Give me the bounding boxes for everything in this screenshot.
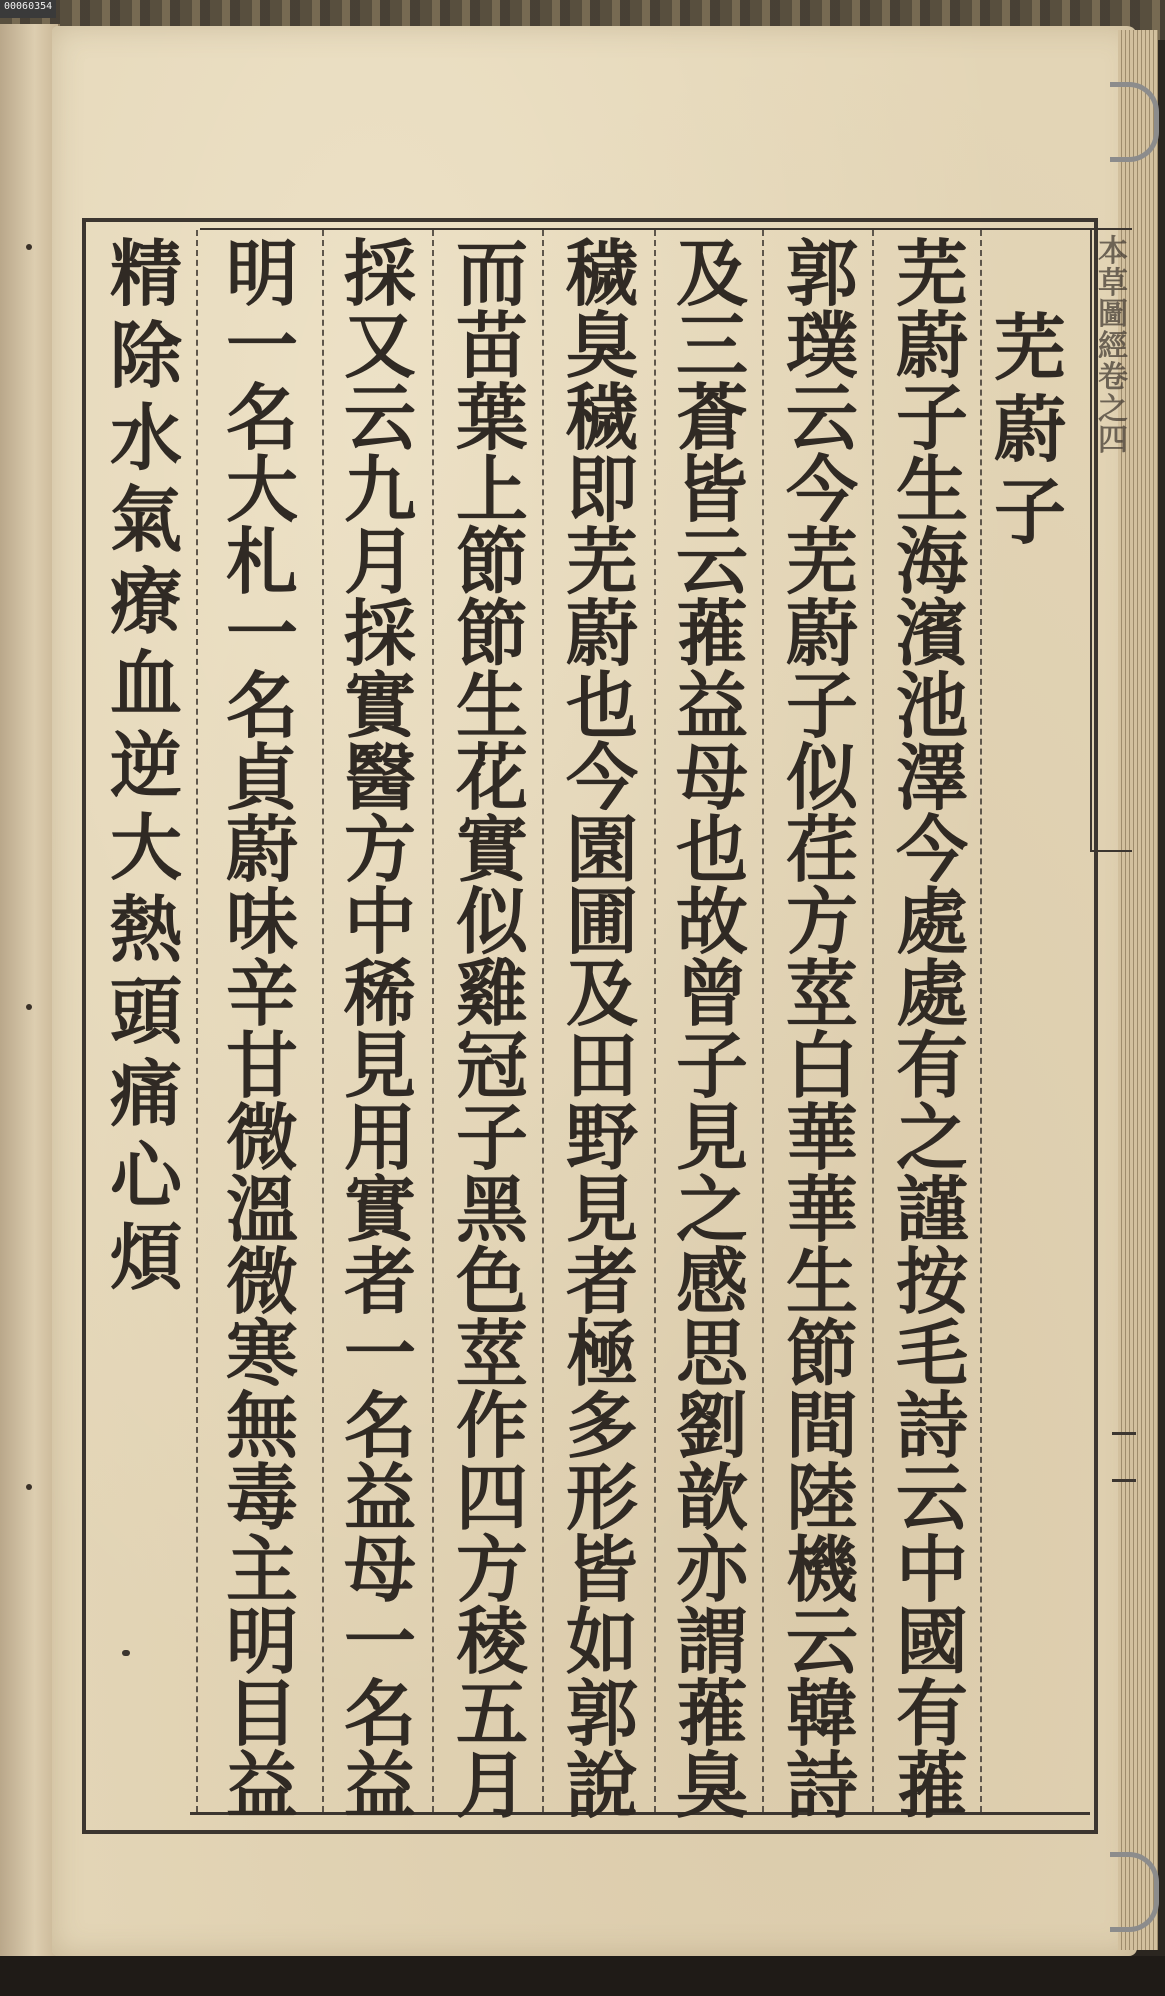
text-char: 者 [565,1239,638,1324]
text-char: 按 [895,1239,968,1324]
text-char: 云 [895,1455,968,1540]
text-char: 說 [565,1743,638,1828]
text-char: 煩 [109,1215,182,1300]
text-char: 璞 [785,303,858,388]
bottom-background [0,1956,1165,1996]
text-char: 陸 [785,1455,858,1540]
text-char: 華 [785,1167,858,1252]
text-char: 微 [225,1239,298,1324]
text-char: 節 [455,519,528,604]
text-char: 感 [675,1239,748,1324]
entry-heading [980,290,1080,554]
text-char: 頭 [109,969,182,1054]
text-char: 白 [785,1023,858,1108]
text-char: 臭 [565,303,638,388]
text-char: 名 [225,375,298,460]
text-char: 逆 [109,723,182,808]
text-char: 子 [455,1095,528,1180]
margin-title-char: 四 [1098,423,1128,458]
text-char: 見 [565,1167,638,1252]
text-char: 月 [455,1743,528,1828]
text-char: 蔚 [565,591,638,676]
margin-title [1096,236,1130,457]
text-char: 味 [225,879,298,964]
binding-hole-icon [26,244,32,250]
text-char: 田 [565,1023,638,1108]
text-char: 溫 [225,1167,298,1252]
text-char: 毛 [895,1311,968,1396]
margin-title-char: 經 [1098,328,1128,364]
text-char: 生 [455,663,528,748]
text-char: 除 [109,313,182,398]
text-char: 韓 [785,1671,858,1756]
text-char: 華 [785,1095,858,1180]
text-char: 澤 [895,735,968,820]
text-char: 醫 [343,735,416,820]
text-char: 機 [785,1527,858,1612]
column-divider [542,230,544,1812]
text-char: 見 [343,1023,416,1108]
text-char: 名 [225,663,298,748]
text-char: 謂 [675,1599,748,1684]
text-char: 明 [225,1599,298,1684]
heading-char: 芜 [993,305,1066,390]
text-char: 生 [895,447,968,532]
text-char: 濱 [895,591,968,676]
text-char: 上 [455,447,528,532]
text-char: 五 [455,1671,528,1756]
text-char: 臭 [675,1743,748,1828]
column-divider [322,230,324,1812]
text-char: 月 [343,519,416,604]
text-char: 蓷 [895,1743,968,1828]
text-char: 處 [895,951,968,1036]
text-char: 芜 [565,519,638,604]
text-char: 穢 [565,375,638,460]
text-char: 節 [455,591,528,676]
text-char: 荏 [785,807,858,892]
text-char: 母 [343,1527,416,1612]
text-char: 雞 [455,951,528,1036]
text-char: 劉 [675,1383,748,1468]
text-column-7 [214,231,310,1828]
text-char: 如 [565,1599,638,1684]
text-char: 今 [785,447,858,532]
text-char: 益 [675,663,748,748]
text-char: 水 [109,395,182,480]
text-char: 云 [785,375,858,460]
text-char: 亦 [675,1527,748,1612]
text-char: 益 [343,1455,416,1540]
text-char: 療 [109,559,182,644]
text-char: 方 [785,879,858,964]
text-char: 及 [675,231,748,316]
text-char: 葉 [455,375,528,460]
text-char: 甘 [225,1023,298,1108]
text-char: 色 [455,1239,528,1324]
ink-mark [122,1650,130,1656]
text-char: 國 [895,1599,968,1684]
text-char: 曾 [675,951,748,1036]
text-char: 及 [565,951,638,1036]
margin-title-char: 之 [1098,391,1128,427]
text-char: 芜 [785,519,858,604]
text-char: 芜 [895,231,968,316]
text-char: 札 [225,519,298,604]
text-char: 今 [565,735,638,820]
text-char: 處 [895,879,968,964]
text-char: 云 [675,519,748,604]
text-char: 寒 [225,1311,298,1396]
text-char: 之 [675,1167,748,1252]
text-char: 苗 [455,303,528,388]
text-char: 冠 [455,1023,528,1108]
margin-title-char: 本 [1098,234,1128,269]
text-char: 中 [895,1527,968,1612]
text-char: 即 [565,447,638,532]
text-char: 九 [343,447,416,532]
text-char: 熱 [109,887,182,972]
text-char: 歆 [675,1455,748,1540]
text-column-8 [98,231,194,1808]
binding-hole-icon [26,1004,32,1010]
text-char: 郭 [785,231,858,316]
text-char: 也 [565,663,638,748]
text-char: 子 [785,663,858,748]
text-column-1 [884,231,980,1828]
text-char: 明 [225,231,298,316]
text-char: 圃 [565,879,638,964]
clip-icon [1110,1852,1159,1932]
text-column-4 [554,231,650,1828]
text-char: 辛 [225,951,298,1036]
text-char: 今 [895,807,968,892]
text-char: 中 [343,879,416,964]
text-char: 一 [343,1311,416,1396]
text-char: 母 [675,735,748,820]
text-char: 實 [343,1167,416,1252]
text-char: 云 [343,375,416,460]
text-char: 蔚 [895,303,968,388]
text-char: 蒼 [675,375,748,460]
heading-char: 蔚 [993,387,1066,472]
column-divider [654,230,656,1812]
text-char: 名 [343,1383,416,1468]
text-char: 故 [675,879,748,964]
text-char: 詩 [785,1743,858,1828]
text-char: 黑 [455,1167,528,1252]
text-char: 謹 [895,1167,968,1252]
text-column-2 [774,231,870,1828]
frame-inner-top-rule [200,228,1090,230]
text-char: 方 [343,807,416,892]
text-char: 實 [343,663,416,748]
text-char: 名 [343,1671,416,1756]
clip-icon [1110,82,1159,162]
text-char: 有 [895,1023,968,1108]
text-char: 見 [675,1095,748,1180]
margin-title-char: 圖 [1098,297,1128,332]
text-char: 主 [225,1527,298,1612]
text-char: 精 [109,231,182,316]
binding-hole-icon [26,1484,32,1490]
text-char: 蓷 [675,591,748,676]
text-char: 皆 [565,1527,638,1612]
text-char: 益 [343,1743,416,1828]
column-divider [196,230,198,1812]
text-char: 似 [785,735,858,820]
text-char: 而 [455,231,528,316]
text-column-6 [332,231,428,1828]
text-char: 皆 [675,447,748,532]
text-char: 毒 [225,1455,298,1540]
text-char: 花 [455,735,528,820]
margin-title-char: 卷 [1098,360,1128,395]
text-char: 節 [785,1311,858,1396]
text-char: 莖 [785,951,858,1036]
text-char: 微 [225,1095,298,1180]
text-char: 思 [675,1311,748,1396]
text-char: 有 [895,1671,968,1756]
text-char: 園 [565,807,638,892]
text-char: 大 [109,805,182,890]
text-char: 之 [895,1095,968,1180]
text-char: 者 [343,1239,416,1324]
text-char: 三 [675,303,748,388]
text-char: 子 [675,1023,748,1108]
text-char: 莖 [455,1311,528,1396]
text-char: 四 [455,1455,528,1540]
text-char: 目 [225,1671,298,1756]
text-char: 形 [565,1455,638,1540]
text-char: 生 [785,1239,858,1324]
text-char: 氣 [109,477,182,562]
text-char: 作 [455,1383,528,1468]
text-column-5 [444,231,540,1828]
text-char: 極 [565,1311,638,1396]
text-char: 心 [109,1133,182,1218]
margin-title-char: 草 [1098,265,1128,301]
text-char: 海 [895,519,968,604]
text-char: 也 [675,807,748,892]
text-char: 多 [565,1383,638,1468]
text-char: 大 [225,447,298,532]
text-char: 用 [343,1095,416,1180]
text-char: 又 [343,303,416,388]
text-char: 血 [109,641,182,726]
scan-id-label: 00060354 [0,0,56,18]
margin-page-mark [1112,1432,1136,1482]
text-char: 一 [225,591,298,676]
text-char: 稀 [343,951,416,1036]
column-divider [432,230,434,1812]
text-char: 蔚 [785,591,858,676]
heading-char: 子 [993,469,1066,554]
text-char: 郭 [565,1671,638,1756]
text-char: 穢 [565,231,638,316]
text-char: 採 [343,231,416,316]
column-divider [872,230,874,1812]
text-char: 蔚 [225,807,298,892]
column-divider [762,230,764,1812]
text-char: 池 [895,663,968,748]
text-char: 益 [225,1743,298,1828]
text-char: 無 [225,1383,298,1468]
text-char: 一 [225,303,298,388]
left-page-edge [0,24,60,1964]
text-char: 云 [785,1599,858,1684]
text-column-3 [664,231,760,1828]
text-char: 稜 [455,1599,528,1684]
text-char: 蓷 [675,1671,748,1756]
text-char: 採 [343,591,416,676]
text-char: 痛 [109,1051,182,1136]
text-char: 間 [785,1383,858,1468]
text-char: 子 [895,375,968,460]
text-char: 野 [565,1095,638,1180]
text-char: 貞 [225,735,298,820]
text-char: 方 [455,1527,528,1612]
text-char: 似 [455,879,528,964]
text-char: 一 [343,1599,416,1684]
text-char: 詩 [895,1383,968,1468]
text-char: 實 [455,807,528,892]
